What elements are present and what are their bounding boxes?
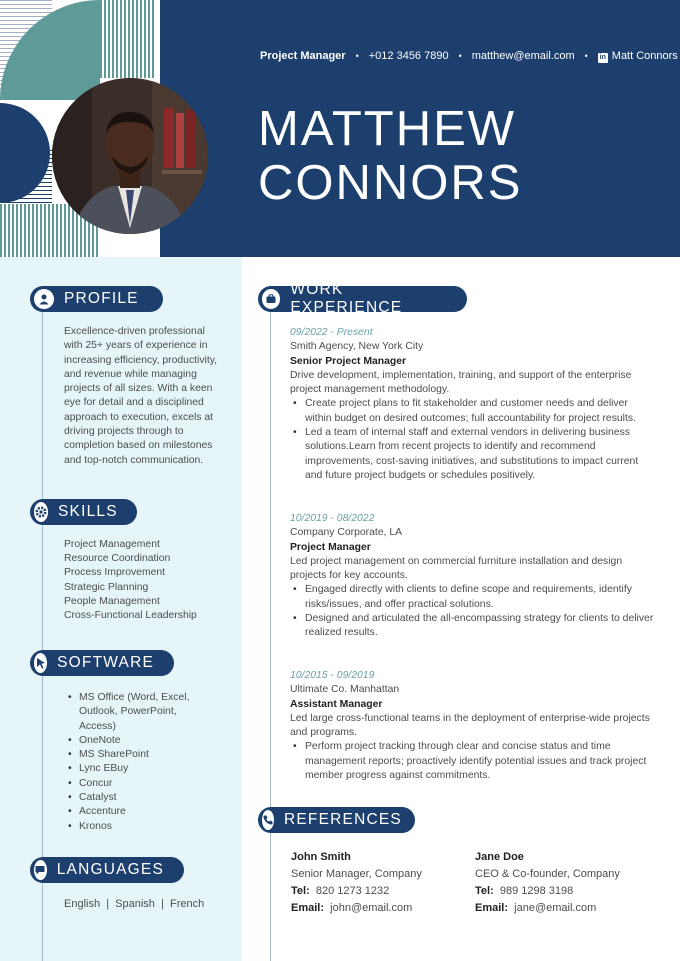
job-bullet-line: risks/issues, and offer practical solutions. <box>305 598 494 610</box>
job-entry <box>290 512 655 641</box>
reference-name: John Smith <box>291 851 351 863</box>
linkedin-name: Matt Connors <box>611 50 678 62</box>
job-bullet <box>305 583 655 612</box>
job-summary-line: Led project management on commercial furniture installation and design <box>290 555 623 567</box>
job-bullet <box>305 740 655 783</box>
reference-phone[interactable]: 820 1273 1232 <box>315 885 390 897</box>
job-bullet-line: • Perform project tracking through clear and concise status and time <box>305 741 611 753</box>
skill-item: Cross-Functional Leadership <box>64 610 197 622</box>
linkedin-link[interactable] <box>598 50 678 63</box>
decorative-stripes <box>100 0 156 78</box>
job-bullet-line: management reports; proactively identify potential issues and track project <box>305 755 647 767</box>
email-label: Email: <box>475 902 509 914</box>
job-company: Ultimate Co. Manhattan <box>290 684 400 696</box>
software-item: • MS SharePoint <box>79 748 219 762</box>
job-bullet-line: member progress against commitments. <box>305 770 491 782</box>
software-line: Access) <box>79 720 116 732</box>
main-timeline-line <box>270 300 271 961</box>
job-bullet-line: • Led a team of internal staff and external vendors in delivering business <box>305 427 631 439</box>
job-company: Company Corporate, LA <box>290 527 403 539</box>
profile-line: Excellence-driven professional <box>64 326 205 337</box>
phone-icon <box>262 810 274 830</box>
skills-list <box>64 538 197 623</box>
software-list <box>79 691 219 834</box>
job-bullet-line: • Create project plans to fit stakeholder and customer needs and deliver <box>305 398 628 410</box>
profile-photo <box>52 78 208 234</box>
job-bullet-line: • Designed and articulated the all-encompassing strategy for clients to deliver <box>305 613 654 625</box>
reference-email[interactable]: john@email.com <box>330 902 413 914</box>
software-line: Outlook, PowerPoint, <box>79 706 177 718</box>
profile-line: with 25+ years of experience in <box>64 340 208 352</box>
software-item <box>79 691 219 734</box>
section-title: SOFTWARE <box>57 654 154 671</box>
skill-item: Strategic Planning <box>64 581 149 593</box>
header-banner <box>0 0 680 257</box>
job-company: Smith Agency, New York City <box>290 341 424 353</box>
tel-label: Tel: <box>475 885 494 897</box>
section-header-work-experience <box>258 281 467 316</box>
profile-summary <box>64 325 224 468</box>
job-bullets <box>290 740 655 783</box>
reference-email[interactable]: jane@email.com <box>514 902 597 914</box>
gear-icon <box>34 502 48 522</box>
software-item: • Kronos <box>79 820 219 834</box>
last-name: CONNORS <box>258 156 523 210</box>
job-summary-line: project management methodology. <box>290 384 450 396</box>
section-title: LANGUAGES <box>56 861 164 878</box>
linkedin-icon: in <box>599 54 606 61</box>
profile-line: completion based on milestones <box>64 440 213 452</box>
email-link[interactable]: matthew@email.com <box>471 50 575 63</box>
profile-line: eye for detail and a disciplined <box>64 397 204 409</box>
job-entry <box>290 669 655 783</box>
section-title: SKILLS <box>58 503 118 520</box>
section-header-skills <box>30 499 137 525</box>
job-date: 09/2022 - Present <box>290 327 373 338</box>
job-bullet-line: realized results. <box>305 627 378 639</box>
languages-list: English | Spanish | French <box>64 898 205 910</box>
job-bullet <box>305 426 655 483</box>
job-title: Senior Project Manager <box>290 355 407 367</box>
job-summary-line: and programs. <box>290 727 357 739</box>
section-header-references <box>258 807 415 833</box>
job-bullet-line: and future project budgets or schedules positively. <box>305 469 536 481</box>
job-summary-line: Led large cross-functional teams in the deployment of enterprise-wide projects <box>290 712 650 724</box>
software-item: • OneNote <box>79 734 219 748</box>
skill-item: Resource Coordination <box>64 553 171 565</box>
reference-card <box>475 849 620 917</box>
separator-dot: • <box>355 51 359 62</box>
software-item: • Accenture <box>79 805 219 819</box>
chat-icon <box>34 860 47 880</box>
software-item: • Concur <box>79 777 219 791</box>
full-name <box>258 102 522 210</box>
job-role: Project Manager <box>260 50 346 63</box>
profile-line: approach to execution, excels at <box>64 411 214 423</box>
profile-line: and top-notch communication. <box>64 454 204 466</box>
job-bullets <box>290 583 655 640</box>
job-date: 10/2019 - 08/2022 <box>290 513 375 524</box>
section-header-software <box>30 650 174 676</box>
email-label: Email: <box>291 902 325 914</box>
profile-line: and revenue while managing <box>64 368 197 380</box>
profile-line: projects of all sizes. With a keen <box>64 383 213 395</box>
reference-phone[interactable]: 989 1298 3198 <box>499 885 574 897</box>
cursor-icon <box>34 653 47 673</box>
skill-item: Project Management <box>64 539 160 550</box>
job-summary-line: projects for key accounts. <box>290 570 408 582</box>
decorative-quarter-circle <box>0 0 100 100</box>
skill-item: People Management <box>64 595 160 607</box>
job-bullet-line: within budget on desired outcomes; full accountability for project results. <box>305 412 636 424</box>
job-date: 10/2015 - 09/2019 <box>290 670 375 681</box>
tel-label: Tel: <box>291 885 310 897</box>
software-item: • Catalyst <box>79 791 219 805</box>
job-bullet-line: • Engaged directly with clients to define scope and requirements, identify <box>305 584 632 596</box>
profile-line: increasing efficiency, productivity, <box>64 354 218 366</box>
section-header-languages <box>30 857 184 883</box>
user-icon <box>34 289 54 309</box>
section-header-profile <box>30 286 163 312</box>
first-name: MATTHEW <box>258 102 517 156</box>
phone-number[interactable]: +012 3456 7890 <box>368 50 449 63</box>
job-summary-line: Drive development, implementation, training, and support of the enterprise <box>290 369 632 381</box>
section-title: REFERENCES <box>284 811 402 828</box>
section-title: PROFILE <box>64 290 139 307</box>
separator-dot: • <box>584 51 588 62</box>
software-line: • MS Office (Word, Excel, <box>79 692 190 703</box>
reference-card <box>291 849 422 917</box>
job-bullet-line: improvements, cost-saving initiatives, and substitutions to impact current <box>305 455 639 467</box>
job-title: Project Manager <box>290 541 371 553</box>
reference-role: CEO & Co-founder, Company <box>475 868 620 880</box>
reference-role: Senior Manager, Company <box>291 868 422 880</box>
briefcase-icon <box>262 289 280 309</box>
job-bullet-line: solutions.Learn from recent projects to identify and recommend <box>305 441 596 453</box>
profile-line: driving projects through to <box>64 426 184 438</box>
reference-name: Jane Doe <box>475 851 524 863</box>
job-bullet <box>305 612 655 641</box>
job-bullets <box>290 397 655 483</box>
skill-item: Process Improvement <box>64 567 166 579</box>
job-title: Assistant Manager <box>290 698 383 710</box>
job-bullet <box>305 397 655 426</box>
section-title: WORK EXPERIENCE <box>290 281 403 316</box>
contact-bar <box>260 50 678 63</box>
separator-dot: • <box>458 51 462 62</box>
software-item: • Lync EBuy <box>79 762 219 776</box>
job-entry <box>290 326 655 483</box>
